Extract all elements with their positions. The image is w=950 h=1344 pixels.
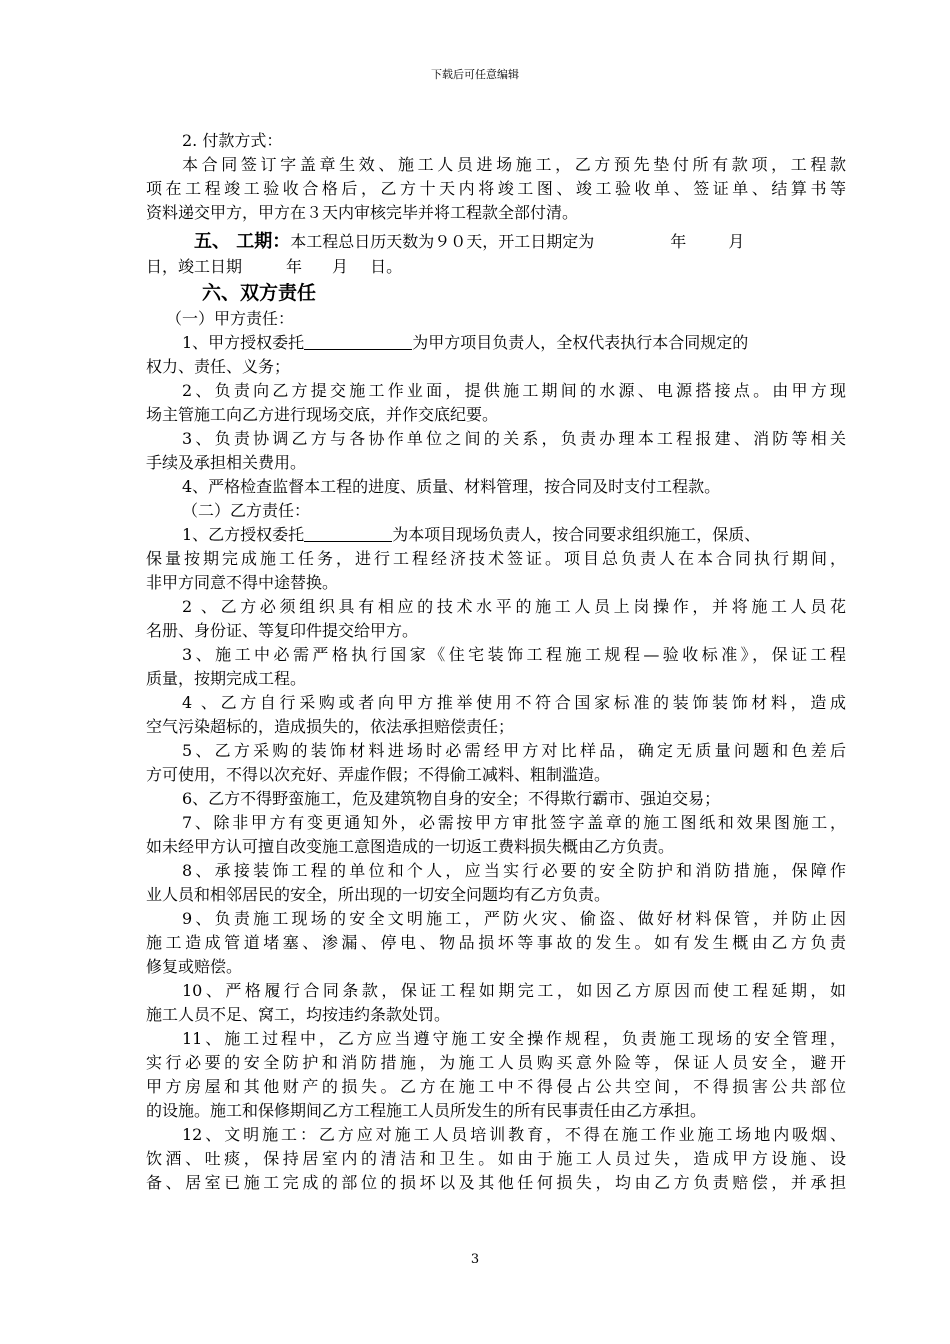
party-b-item-5-cont: 方可使用，不得以次充好、弄虚作假；不得偷工减料、粗制滥造。 <box>146 765 611 784</box>
duration-line <box>146 229 846 255</box>
page-header: 下载后可任意编辑 <box>431 68 519 81</box>
start-month-label: 月 <box>728 232 745 251</box>
page-number: 3 <box>470 1252 480 1267</box>
party-b-item-11-cont: 实行必要的安全防护和消防措施，为施工人员购买意外险等，保证人员安全，避开 <box>146 1053 846 1072</box>
party-a-item-4: 4、严格检查监督本工程的进度、质量、材料管理，按合同及时支付工程款。 <box>182 477 721 496</box>
party-a-item-3: 3、负责协调乙方与各协作单位之间的关系，负责办理本工程报建、消防等相关 <box>182 429 846 448</box>
party-a-title: （一）甲方责任： <box>166 309 295 328</box>
party-a-item-2-cont: 场主管施工向乙方进行现场交底，并作交底纪要。 <box>146 405 499 424</box>
party-b-item-11-cont: 甲方房屋和其他财产的损失。乙方在施工中不得侵占公共空间，不得损害公共部位 <box>146 1077 846 1096</box>
party-b-item-8: 8、承接装饰工程的单位和个人，应当实行必要的安全防护和消防措施，保障作 <box>182 861 846 880</box>
duration-line-2 <box>146 255 846 279</box>
end-month-label: 月 <box>332 257 349 276</box>
party-b-item-7-cont: 如未经甲方认可擅自改变施工意图造成的一切返工费料损失概由乙方负责。 <box>146 837 675 856</box>
duration-text: 本工程总日历天数为９０天，开工日期定为 <box>290 232 595 251</box>
end-day-label: 日。 <box>370 257 403 276</box>
party-b-item-1-pre: 1、乙方授权委托 <box>182 525 305 544</box>
party-a-item-1-pre: 1、甲方授权委托 <box>182 333 305 352</box>
party-b-item-3-cont: 质量，按期完成工程。 <box>146 669 307 688</box>
party-b-item-7: 7、除非甲方有变更通知外，必需按甲方审批签字盖章的施工图纸和效果图施工， <box>182 813 846 832</box>
party-b-title: （二）乙方责任： <box>182 501 311 520</box>
payment-title: 2. 付款方式： <box>182 131 283 150</box>
party-b-item-1-cont: 非甲方同意不得中途替换。 <box>146 573 339 592</box>
party-b-item-8-cont: 业人员和相邻居民的安全，所出现的一切安全问题均有乙方负责。 <box>146 885 611 904</box>
party-a-item-3-cont: 手续及承担相关费用。 <box>146 453 307 472</box>
party-b-item-9: 9、负责施工现场的安全文明施工，严防火灾、偷盗、做好材料保管，并防止因 <box>182 909 846 928</box>
party-b-item-10-cont: 施工人员不足、窝工，均按违约条款处罚。 <box>146 1005 451 1024</box>
end-date-label: ，竣工日期 <box>162 257 243 276</box>
party-b-item-3: 3、施工中必需严格执行国家《住宅装饰工程施工规程—验收标准》，保证工程 <box>182 645 846 664</box>
party-a-item-1-cont: 权力、责任、义务； <box>146 357 291 376</box>
party-a-item-2: 2、负责向乙方提交施工作业面，提供施工期间的水源、电源搭接点。由甲方现 <box>182 381 846 400</box>
party-a-item-1-post: 为甲方项目负责人，全权代表执行本合同规定的 <box>412 333 749 352</box>
party-b-item-4-cont: 空气污染超标的，造成损失的，依法承担赔偿责任； <box>146 717 515 736</box>
party-b-item-4: 4 、乙方自行采购或者向甲方推举使用不符合国家标准的装饰装饰材料，造成 <box>182 693 846 712</box>
party-b-item-12-cont: 备、居室已施工完成的部位的损坏以及其他任何损失，均由乙方负责赔偿，并承担 <box>146 1173 846 1192</box>
party-a-item-1 <box>146 331 846 355</box>
party-b-item-1-post: 为本项目现场负责人，按合同要求组织施工，保质、 <box>392 525 761 544</box>
party-b-item-10: 10、严格履行合同条款，保证工程如期完工，如因乙方原因而使工程延期，如 <box>182 981 846 1000</box>
party-b-item-12: 12、文明施工：乙方应对施工人员培训教育，不得在施工作业施工场地内吸烟、 <box>182 1125 846 1144</box>
party-b-item-9-cont: 修复或赔偿。 <box>146 957 243 976</box>
start-year-label: 年 <box>670 232 687 251</box>
document-body <box>146 129 846 1195</box>
party-b-item-11: 11、施工过程中，乙方应当遵守施工安全操作规程，负责施工现场的安全管理， <box>182 1029 846 1048</box>
duration-heading: 五、 工期： <box>194 231 291 252</box>
fill-blank <box>304 333 412 350</box>
party-b-item-2: 2 、乙方必须组织具有相应的技术水平的施工人员上岗操作，并将施工人员花 <box>182 597 846 616</box>
party-b-item-11-cont: 的设施。施工和保修期间乙方工程施工人员所发生的所有民事责任由乙方承担。 <box>146 1101 707 1120</box>
party-b-item-12-cont: 饮酒、吐痰，保持居室内的清洁和卫生。如由于施工人员过失，造成甲方设施、设 <box>146 1149 846 1168</box>
fill-blank <box>304 525 392 542</box>
end-year-label: 年 <box>286 257 303 276</box>
payment-line: 资料递交甲方，甲方在３天内审核完毕并将工程款全部付清。 <box>146 203 579 222</box>
party-b-item-5: 5、乙方采购的装饰材料进场时必需经甲方对比样品，确定无质量问题和色差后 <box>182 741 846 760</box>
payment-line: 项在工程竣工验收合格后，乙方十天内将竣工图、竣工验收单、签证单、结算书等 <box>146 179 846 198</box>
party-b-item-6: 6、乙方不得野蛮施工，危及建筑物自身的安全；不得欺行霸市、强迫交易； <box>182 789 721 808</box>
payment-line: 本合同签订字盖章生效、施工人员进场施工，乙方预先垫付所有款项，工程款 <box>182 155 846 174</box>
responsibilities-heading: 六、双方责任 <box>202 282 317 304</box>
party-b-item-1 <box>146 523 846 547</box>
start-day-label: 日 <box>146 257 163 276</box>
party-b-item-1-cont: 保量按期完成施工任务，进行工程经济技术签证。项目总负责人在本合同执行期间， <box>146 549 846 568</box>
party-b-item-2-cont: 名册、身份证、等复印件提交给甲方。 <box>146 621 419 640</box>
party-b-item-9-cont: 施工造成管道堵塞、渗漏、停电、物品损坏等事故的发生。如有发生概由乙方负责 <box>146 933 846 952</box>
